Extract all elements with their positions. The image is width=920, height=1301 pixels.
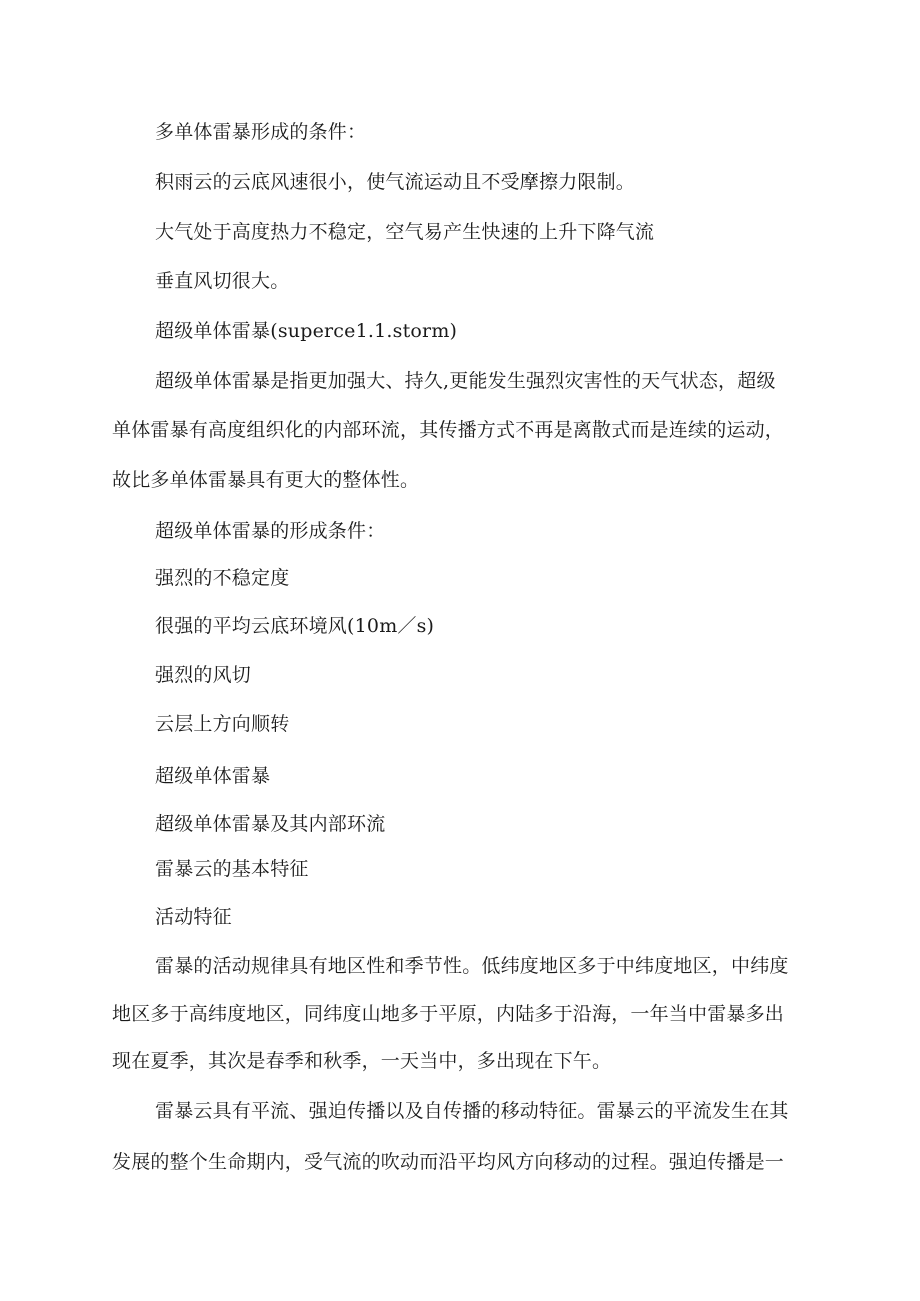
caption-line: 超级单体雷暴及其内部环流: [155, 813, 386, 835]
paragraph-line: 故比多单体雷暴具有更大的整体性。: [112, 469, 420, 491]
condition-line: 强烈的风切: [155, 664, 252, 686]
heading-supercell-conditions: 超级单体雷暴的形成条件：: [155, 520, 386, 542]
paragraph-line: 现在夏季，其次是春季和秋季，一天当中，多出现在下午。: [112, 1050, 612, 1072]
condition-line: 积雨云的云底风速很小，使气流运动且不受摩擦力限制。: [155, 171, 636, 193]
condition-line: 云层上方向顺转: [155, 713, 290, 735]
paragraph-line: 发展的整个生命期内，受气流的吹动而沿平均风方向移动的过程。强迫传播是一: [112, 1151, 785, 1173]
paragraph-line: 地区多于高纬度地区，同纬度山地多于平原，内陆多于沿海，一年当中雷暴多出: [112, 1003, 785, 1025]
heading-activity-features: 活动特征: [155, 906, 232, 928]
caption-line: 超级单体雷暴: [155, 765, 271, 787]
heading-thundercloud-features: 雷暴云的基本特征: [155, 858, 309, 880]
paragraph-line: 单体雷暴有高度组织化的内部环流，其传播方式不再是离散式而是连续的运动，: [112, 419, 785, 441]
heading-multicell-conditions: 多单体雷暴形成的条件：: [155, 121, 367, 143]
heading-supercell: 超级单体雷暴(superce1.1.storm): [155, 320, 458, 342]
condition-line: 垂直风切很大。: [155, 270, 290, 292]
paragraph-line: 超级单体雷暴是指更加强大、持久,更能发生强烈灾害性的天气状态，超级: [155, 370, 776, 392]
condition-line: 大气处于高度热力不稳定，空气易产生快速的上升下降气流: [155, 221, 655, 243]
paragraph-line: 雷暴的活动规律具有地区性和季节性。低纬度地区多于中纬度地区，中纬度: [155, 955, 789, 977]
condition-line: 很强的平均云底环境风(10m／s): [155, 615, 435, 637]
condition-line: 强烈的不稳定度: [155, 567, 290, 589]
paragraph-line: 雷暴云具有平流、强迫传播以及自传播的移动特征。雷暴云的平流发生在其: [155, 1100, 789, 1122]
